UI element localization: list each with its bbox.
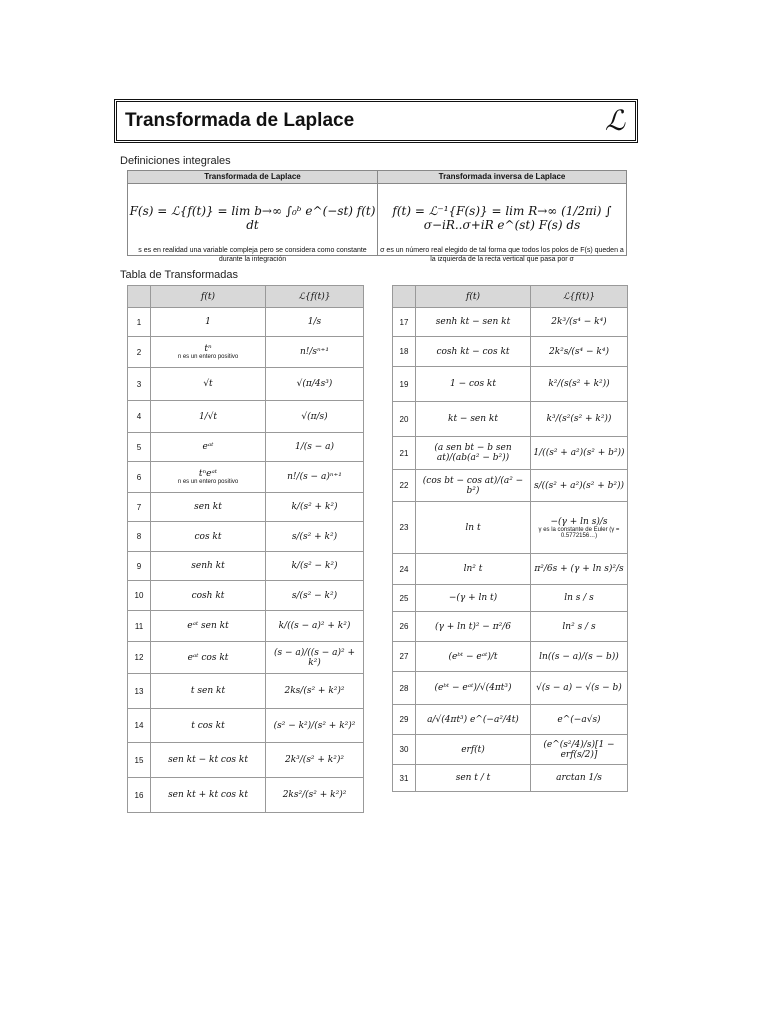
function-expr: (a sen bt − b sen at)/(ab(a² − b²)) xyxy=(434,443,512,463)
row-number: 26 xyxy=(393,612,416,642)
transform-cell xyxy=(531,337,628,367)
transform-cell xyxy=(531,402,628,437)
inverse-definition-heading: Transformada inversa de Laplace xyxy=(378,171,626,184)
table-row xyxy=(128,433,364,462)
title-box xyxy=(114,99,638,143)
transform-cell xyxy=(531,642,628,672)
row-number: 28 xyxy=(393,672,416,705)
transform-cell xyxy=(531,765,628,792)
transform-expr: (s − a)/((s − a)² + k²) xyxy=(273,647,356,668)
transform-cell xyxy=(531,705,628,735)
table-row xyxy=(393,502,628,554)
function-expr: sen kt xyxy=(194,502,222,512)
function-cell xyxy=(416,402,531,437)
transform-expr: e^(−a√s) xyxy=(557,714,601,725)
table-row xyxy=(128,368,364,401)
transform-expr: n!/sⁿ⁺¹ xyxy=(299,347,330,357)
transform-expr: k/((s − a)² + k²) xyxy=(278,621,351,631)
transform-expr: 1/(s − a) xyxy=(294,442,335,452)
transform-cell xyxy=(531,367,628,402)
transform-cell xyxy=(266,337,364,368)
function-expr: kt − sen kt xyxy=(447,414,498,424)
function-expr: cos kt xyxy=(194,531,222,542)
function-expr: 1 xyxy=(205,317,211,327)
transform-cell xyxy=(531,612,628,642)
row-number: 8 xyxy=(128,522,151,552)
table-row xyxy=(128,401,364,433)
transform-table-right xyxy=(392,285,628,792)
transform-expr: √(π/4s³) xyxy=(296,379,333,389)
row-number: 6 xyxy=(128,462,151,493)
function-cell xyxy=(151,337,266,368)
function-expr: −(γ + ln t) xyxy=(448,593,498,603)
row-number: 17 xyxy=(393,308,416,337)
transform-cell xyxy=(266,401,364,433)
table-header-row xyxy=(393,286,628,308)
function-expr: erf(t) xyxy=(461,744,485,755)
transform-cell xyxy=(266,308,364,337)
row-number: 21 xyxy=(393,437,416,470)
transform-expr: n!/(s − a)ⁿ⁺¹ xyxy=(287,472,342,482)
function-expr: cosh kt − cos kt xyxy=(436,346,510,357)
function-cell xyxy=(416,502,531,554)
transform-expr: 2k³/(s² + k²)² xyxy=(284,755,344,765)
row-number: 31 xyxy=(393,765,416,792)
function-expr: senh kt − sen kt xyxy=(435,317,511,327)
table-row xyxy=(128,581,364,611)
transform-expr: ln² s / s xyxy=(562,621,596,632)
transform-expr: −(γ + ln s)/s xyxy=(550,516,608,527)
function-expr: t sen kt xyxy=(190,686,226,696)
table-row xyxy=(128,308,364,337)
transform-cell xyxy=(266,552,364,581)
transform-expr: √(s − a) − √(s − b) xyxy=(536,683,622,693)
table-row xyxy=(393,367,628,402)
function-expr: a/√(4πt³) e^(−a²/4t) xyxy=(427,714,519,725)
laplace-definition xyxy=(128,171,378,263)
laplace-definition-heading: Transformada de Laplace xyxy=(128,171,377,184)
function-expr: sen t / t xyxy=(455,773,491,783)
function-expr: eᵃᵗ cos kt xyxy=(187,652,229,663)
table-row xyxy=(393,308,628,337)
row-number: 4 xyxy=(128,401,151,433)
transform-expr: s/(s² − k²) xyxy=(291,590,338,601)
table-row xyxy=(128,642,364,674)
function-expr: sen kt − kt cos kt xyxy=(168,755,248,765)
transform-cell xyxy=(266,462,364,493)
transform-expr: 2k³/(s⁴ − k⁴) xyxy=(551,317,607,327)
function-cell xyxy=(416,705,531,735)
row-number: 1 xyxy=(128,308,151,337)
table-row xyxy=(393,437,628,470)
table-row xyxy=(128,743,364,778)
transform-expr: arctan 1/s xyxy=(556,773,602,783)
table-row xyxy=(128,778,364,813)
header-F: ℒ{f(t)} xyxy=(266,286,364,308)
transform-expr: ln((s − a)/(s − b)) xyxy=(539,651,619,662)
cell-note: n es un entero positivo xyxy=(177,354,239,360)
row-number: 23 xyxy=(393,502,416,554)
transform-expr: k³/(s²(s² + k²)) xyxy=(546,414,612,424)
header-num xyxy=(128,286,151,308)
function-cell xyxy=(151,709,266,743)
transform-expr: k²/(s(s² + k²)) xyxy=(548,379,610,389)
row-number: 3 xyxy=(128,368,151,401)
function-expr: (γ + ln t)² − π²/6 xyxy=(435,621,511,632)
function-expr: (eᵇᵗ − eᵃᵗ)/t xyxy=(448,651,498,662)
transform-expr: √(π/s) xyxy=(301,411,328,422)
function-cell xyxy=(416,735,531,765)
function-cell xyxy=(151,778,266,813)
transform-expr: π²/6s + (γ + ln s)²/s xyxy=(534,564,624,574)
function-cell xyxy=(151,552,266,581)
function-cell xyxy=(416,308,531,337)
table-row xyxy=(393,765,628,792)
function-cell xyxy=(416,765,531,792)
transform-expr: 2ks/(s² + k²)² xyxy=(284,686,345,696)
table-row xyxy=(128,674,364,709)
transform-cell xyxy=(531,470,628,502)
function-expr: tⁿ xyxy=(204,344,212,354)
row-number: 13 xyxy=(128,674,151,709)
transform-cell xyxy=(266,581,364,611)
cell-note: γ es la constante de Euler (γ = 0.5772156…) xyxy=(538,526,620,539)
transform-cell xyxy=(266,368,364,401)
function-cell xyxy=(416,642,531,672)
function-expr: ln t xyxy=(465,522,481,533)
transform-expr: k/(s² − k²) xyxy=(291,561,338,571)
transform-cell xyxy=(531,735,628,765)
function-expr: 1 − cos kt xyxy=(450,379,496,389)
row-number: 7 xyxy=(128,493,151,522)
header-F: ℒ{f(t)} xyxy=(531,286,628,308)
transform-cell xyxy=(266,709,364,743)
table-row xyxy=(393,705,628,735)
definitions-box xyxy=(127,170,627,263)
transform-cell xyxy=(266,611,364,642)
row-number: 25 xyxy=(393,585,416,612)
function-cell xyxy=(151,674,266,709)
table-row xyxy=(393,642,628,672)
transform-expr: s/((s² + a²)(s² + b²)) xyxy=(533,480,625,491)
row-number: 20 xyxy=(393,402,416,437)
function-cell xyxy=(416,470,531,502)
laplace-definition-note: s es en realidad una variable compleja pero se considera como constante durante la integración xyxy=(138,247,367,263)
function-cell xyxy=(416,585,531,612)
function-cell xyxy=(416,672,531,705)
function-cell xyxy=(151,642,266,674)
transform-cell xyxy=(266,778,364,813)
table-row xyxy=(128,522,364,552)
laplace-script-icon: ℒ xyxy=(604,104,625,137)
row-number: 16 xyxy=(128,778,151,813)
transform-cell xyxy=(531,308,628,337)
row-number: 9 xyxy=(128,552,151,581)
table-row xyxy=(393,337,628,367)
table-row xyxy=(393,470,628,502)
function-cell xyxy=(151,401,266,433)
table-row xyxy=(393,612,628,642)
row-number: 19 xyxy=(393,367,416,402)
row-number: 5 xyxy=(128,433,151,462)
transform-cell xyxy=(531,502,628,554)
table-row xyxy=(128,337,364,368)
header-f: f(t) xyxy=(151,286,266,308)
table-row xyxy=(393,735,628,765)
function-expr: t cos kt xyxy=(191,720,225,731)
transform-cell xyxy=(531,672,628,705)
function-expr: (cos bt − cos at)/(a² − b²) xyxy=(422,475,524,496)
table-row xyxy=(393,672,628,705)
function-expr: √t xyxy=(203,379,213,389)
transform-table-left xyxy=(127,285,364,813)
function-cell xyxy=(416,612,531,642)
function-cell xyxy=(151,462,266,493)
transform-cell xyxy=(531,437,628,470)
header-f: f(t) xyxy=(416,286,531,308)
table-heading: Tabla de Transformadas xyxy=(120,269,239,281)
function-cell xyxy=(151,368,266,401)
inverse-definition xyxy=(378,171,626,263)
function-cell xyxy=(151,743,266,778)
transform-cell xyxy=(266,493,364,522)
row-number: 10 xyxy=(128,581,151,611)
function-expr: sen kt + kt cos kt xyxy=(168,790,248,800)
transform-expr: ln s / s xyxy=(564,593,594,603)
table-row xyxy=(128,611,364,642)
table-row xyxy=(128,462,364,493)
transform-expr: s/(s² + k²) xyxy=(291,531,338,542)
table-row xyxy=(393,402,628,437)
transform-cell xyxy=(266,433,364,462)
row-number: 27 xyxy=(393,642,416,672)
function-cell xyxy=(151,611,266,642)
function-expr: 1/√t xyxy=(198,411,218,422)
transform-cell xyxy=(531,554,628,585)
transform-cell xyxy=(266,743,364,778)
row-number: 15 xyxy=(128,743,151,778)
inverse-definition-note: σ es un número real elegido de tal forma que todos los polos de F(s) queden a la izquierda de la recta vertical que pasa por σ xyxy=(380,247,624,263)
function-expr: tⁿeᵃᵗ xyxy=(198,469,218,479)
transform-cell xyxy=(531,585,628,612)
definitions-heading: Definiciones integrales xyxy=(120,155,231,167)
row-number: 29 xyxy=(393,705,416,735)
page-title: Transformada de Laplace xyxy=(125,110,355,131)
table-row xyxy=(393,554,628,585)
transform-cell xyxy=(266,522,364,552)
function-expr: ln² t xyxy=(463,564,483,574)
table-row xyxy=(128,493,364,522)
row-number: 2 xyxy=(128,337,151,368)
table-row xyxy=(393,585,628,612)
transform-expr: 1/s xyxy=(307,317,322,327)
table-row xyxy=(128,709,364,743)
row-number: 12 xyxy=(128,642,151,674)
table-header-row xyxy=(128,286,364,308)
transform-expr: 2ks²/(s² + k²)² xyxy=(282,790,347,800)
inverse-definition-formula: f(t) = ℒ⁻¹{F(s)} = lim R→∞ (1/2πi) ∫ σ−iR..σ+iR e^(st) F(s) ds xyxy=(392,204,612,232)
transform-expr: k/(s² + k²) xyxy=(291,502,338,512)
function-cell xyxy=(151,581,266,611)
transform-cell xyxy=(266,674,364,709)
row-number: 30 xyxy=(393,735,416,765)
function-expr: eᵃᵗ xyxy=(202,442,214,452)
function-cell xyxy=(151,308,266,337)
row-number: 14 xyxy=(128,709,151,743)
function-expr: senh kt xyxy=(191,561,225,571)
function-expr: eᵃᵗ sen kt xyxy=(187,621,229,631)
transform-expr: (e^(s²/4)/s)[1 − erf(s/2)] xyxy=(543,739,615,760)
transform-expr: (s² − k²)/(s² + k²)² xyxy=(273,720,356,731)
header-num xyxy=(393,286,416,308)
row-number: 24 xyxy=(393,554,416,585)
function-expr: cosh kt xyxy=(191,590,225,601)
function-cell xyxy=(151,522,266,552)
laplace-definition-formula: F(s) = ℒ{f(t)} = lim b→∞ ∫₀ᵇ e^(−st) f(t) dt xyxy=(129,204,376,232)
row-number: 11 xyxy=(128,611,151,642)
function-cell xyxy=(416,367,531,402)
function-expr: (eᵇᵗ − eᵃᵗ)/√(4πt³) xyxy=(434,683,512,693)
row-number: 18 xyxy=(393,337,416,367)
cell-note: n es un entero positivo xyxy=(177,479,239,485)
table-row xyxy=(128,552,364,581)
row-number: 22 xyxy=(393,470,416,502)
function-cell xyxy=(416,337,531,367)
transform-cell xyxy=(266,642,364,674)
transform-expr: 2k²s/(s⁴ − k⁴) xyxy=(548,346,609,357)
function-cell xyxy=(151,493,266,522)
function-cell xyxy=(416,554,531,585)
transform-expr: 1/((s² + a²)(s² + b²)) xyxy=(533,448,625,458)
function-cell xyxy=(416,437,531,470)
function-cell xyxy=(151,433,266,462)
